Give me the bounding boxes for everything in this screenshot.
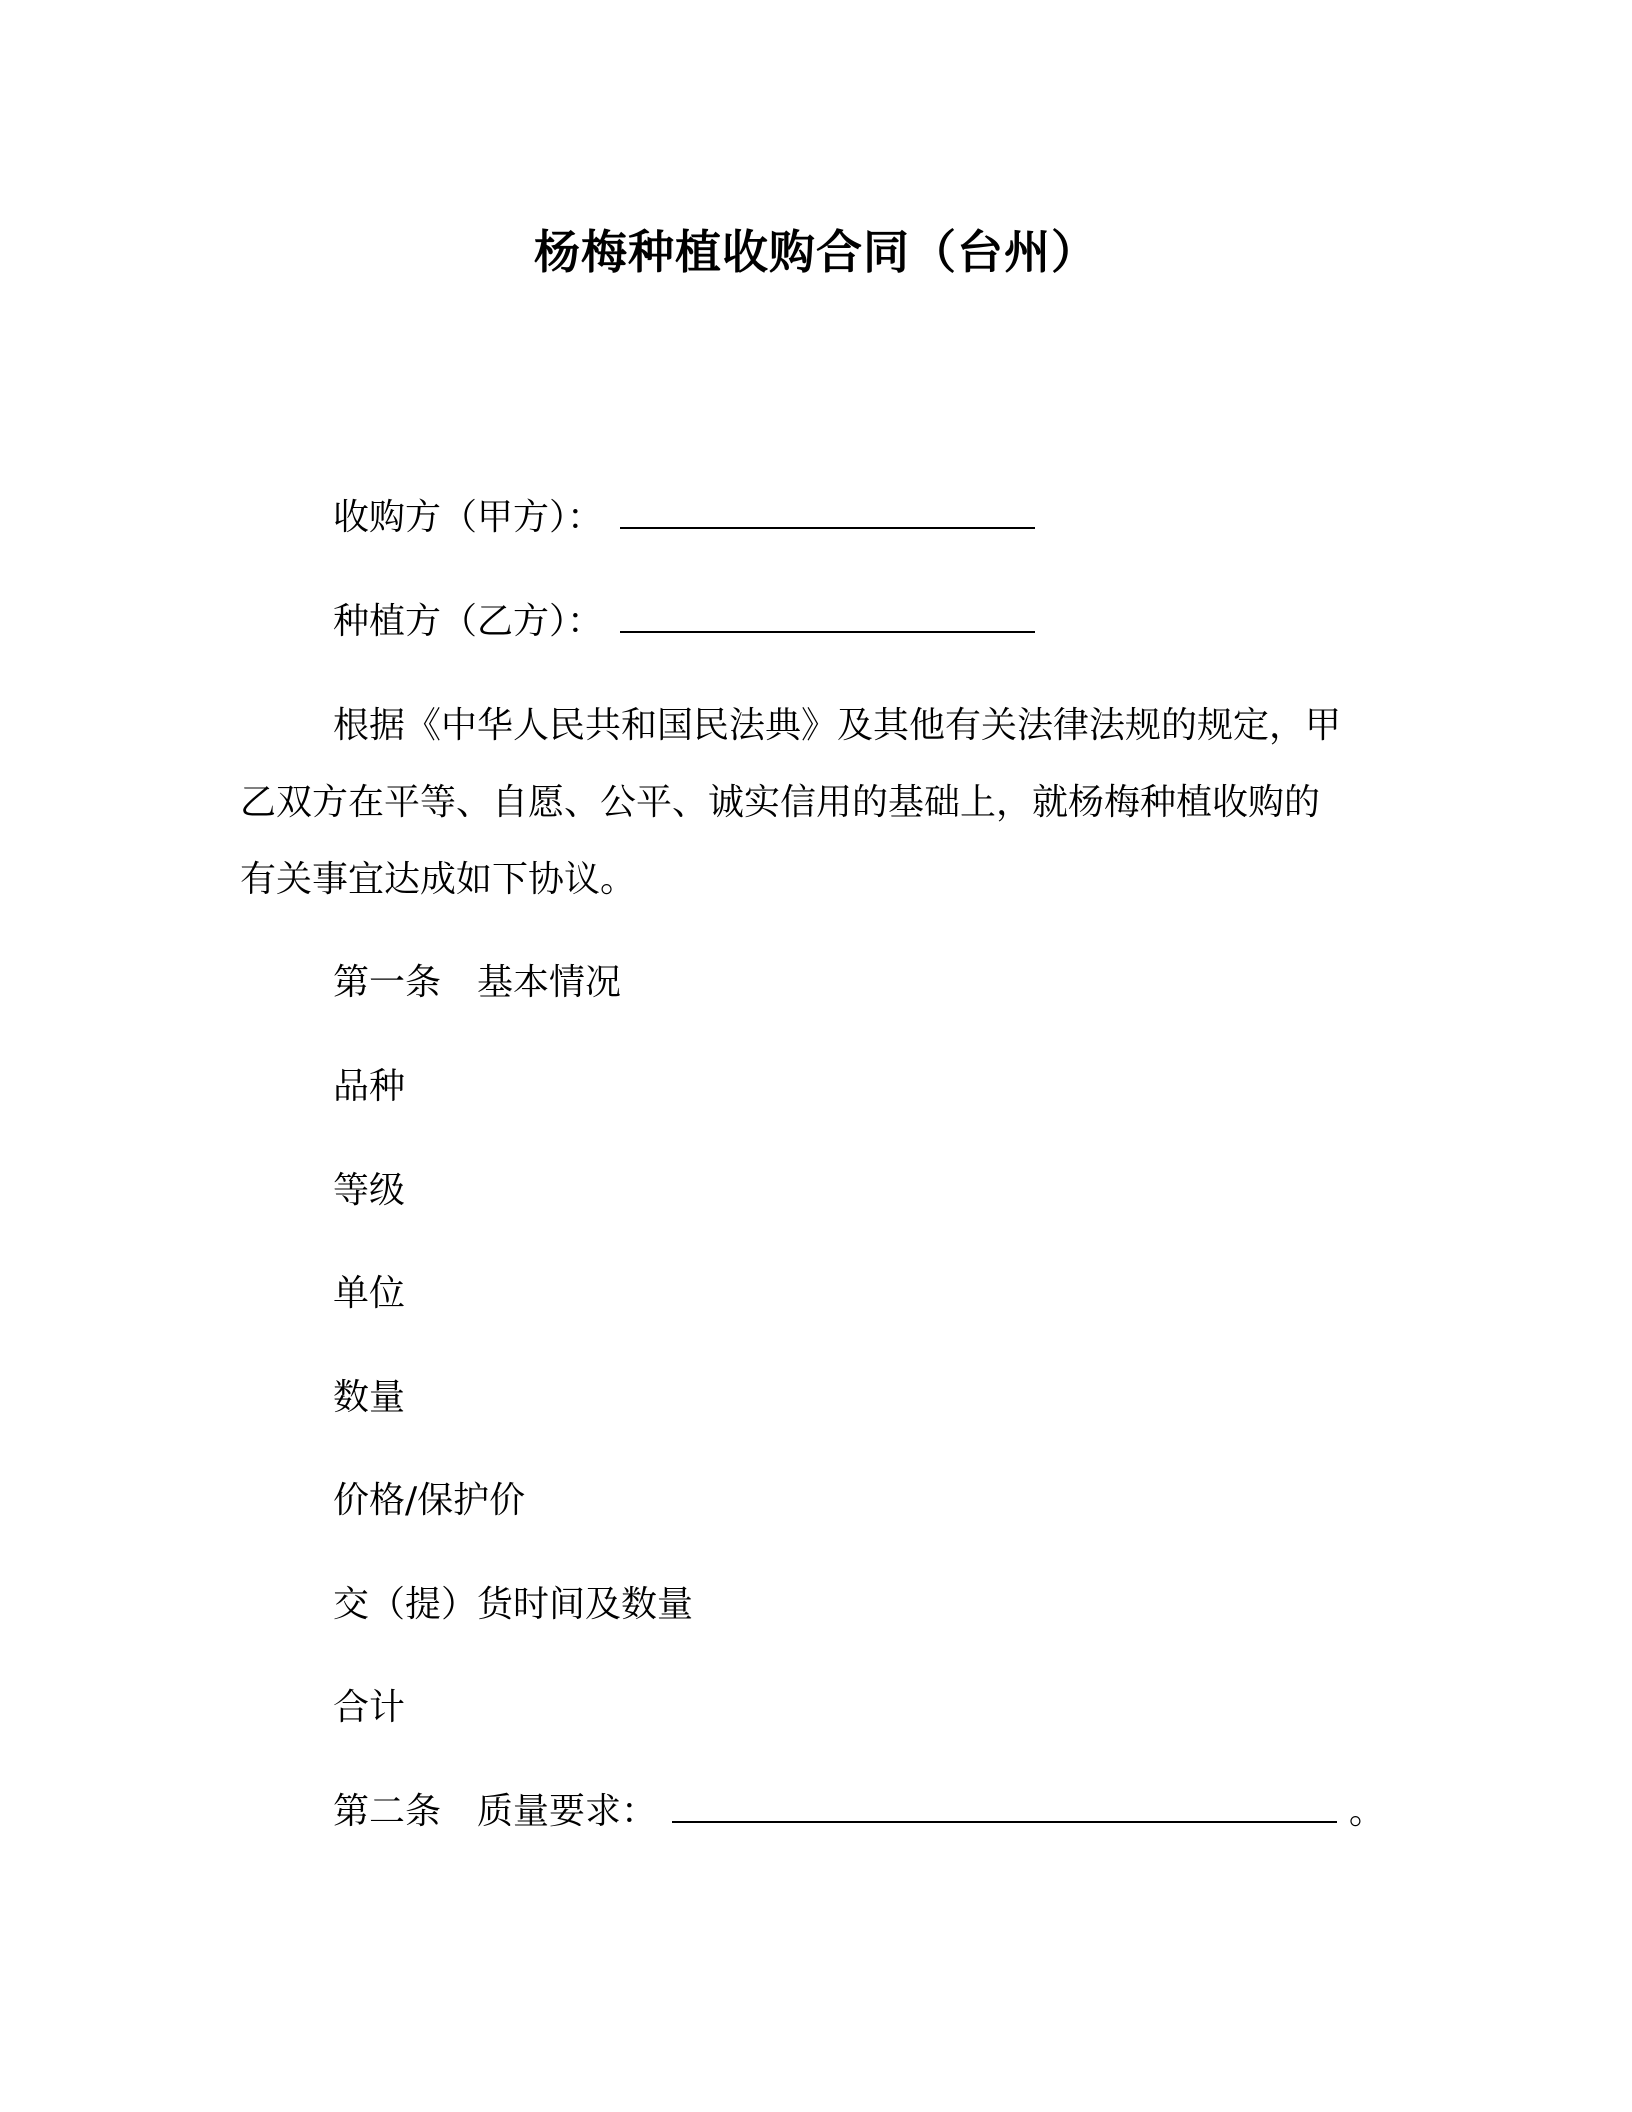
article1-item-unit: 单位 — [333, 1273, 406, 1314]
article1-item-grade: 等级 — [333, 1170, 406, 1211]
preamble-line-1: 根据《中华人民共和国民法典》及其他有关法律法规的规定，甲 — [333, 705, 1342, 746]
article1-item-quantity: 数量 — [333, 1377, 406, 1418]
party-b-label: 种植方（乙方）： — [333, 601, 604, 642]
article1-item-delivery: 交（提）货时间及数量 — [333, 1584, 694, 1625]
party-a-label: 收购方（甲方）： — [333, 497, 604, 538]
preamble-line-2: 乙双方在平等、自愿、公平、诚实信用的基础上，就杨梅种植收购的 — [240, 782, 1321, 823]
article1-item-price: 价格/保护价 — [333, 1480, 526, 1521]
article2-end-mark: 。 — [1348, 1791, 1385, 1832]
article1-item-variety: 品种 — [333, 1066, 406, 1107]
quality-requirement-blank[interactable] — [672, 1791, 1337, 1823]
party-a-blank[interactable] — [620, 497, 1035, 529]
article1-heading: 第一条 基本情况 — [333, 962, 622, 1003]
preamble-line-3: 有关事宜达成如下协议。 — [240, 859, 637, 900]
party-b-blank[interactable] — [620, 601, 1035, 633]
document-title: 杨梅种植收购合同（台州） — [534, 225, 1098, 279]
party-a-line — [333, 493, 1035, 543]
article2-heading: 第二条 质量要求： — [333, 1791, 658, 1832]
article2-line — [333, 1787, 1385, 1837]
article1-item-total: 合计 — [333, 1687, 406, 1728]
party-b-line — [333, 597, 1035, 647]
